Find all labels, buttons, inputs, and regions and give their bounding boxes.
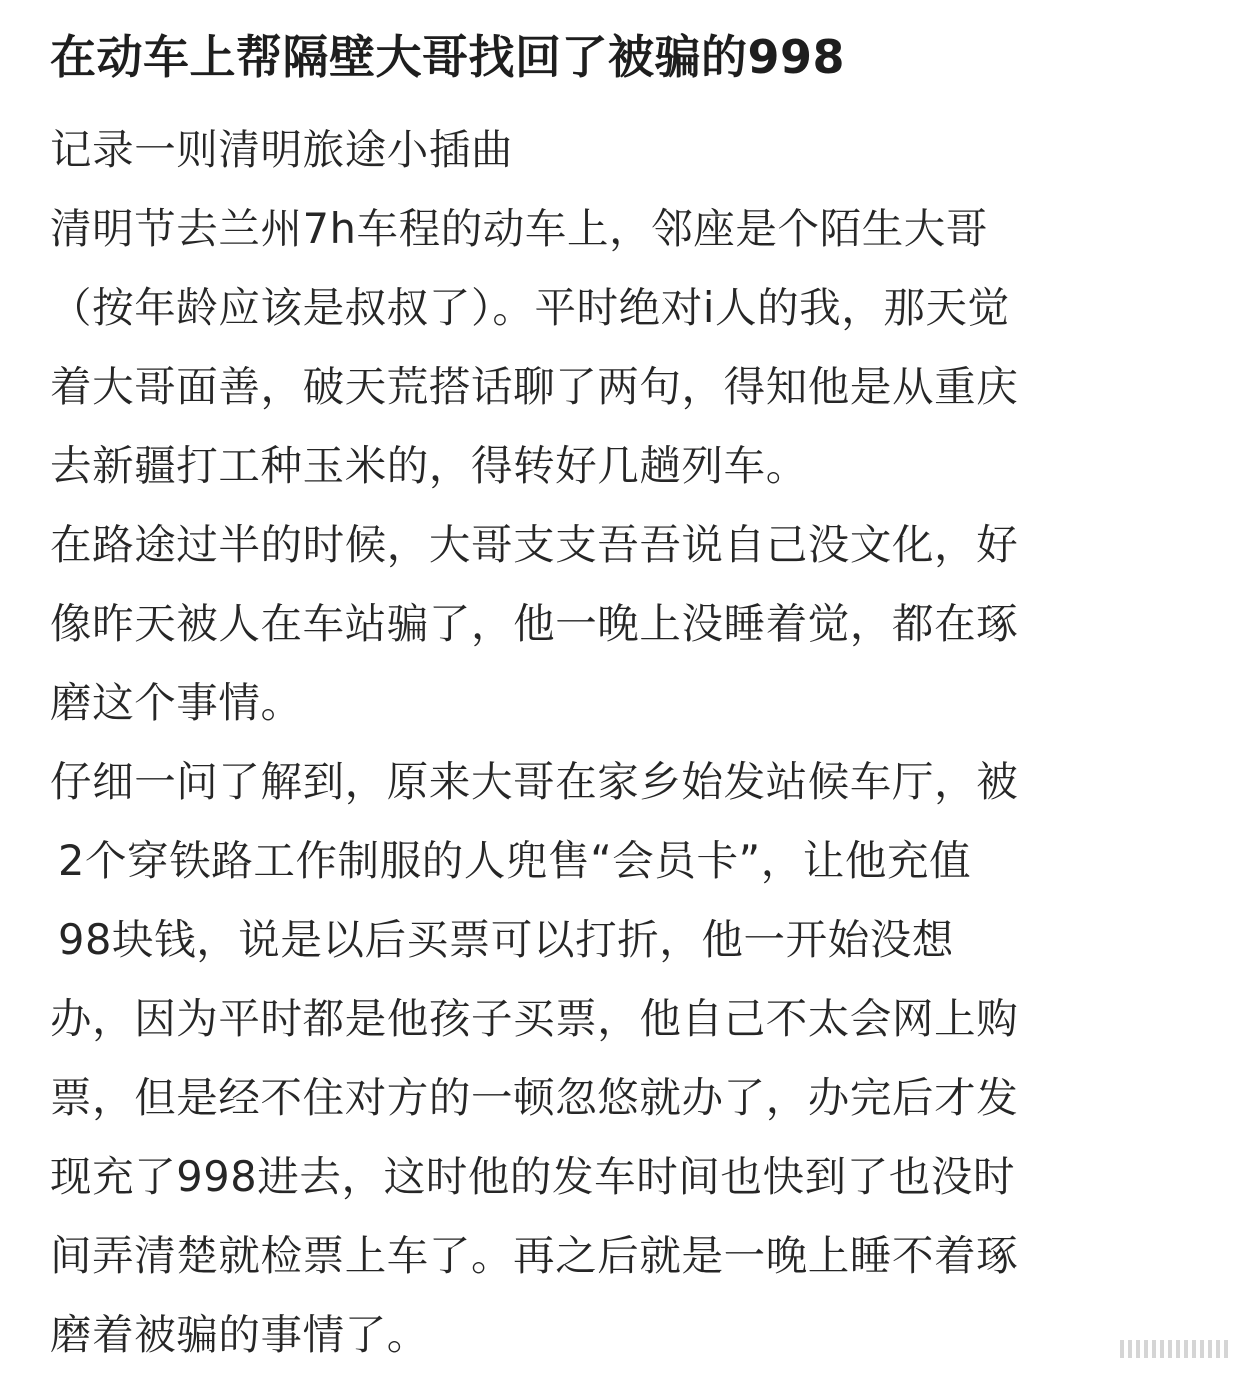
body-line: 仔细一问了解到，原来大哥在家乡始发站候车厅，被: [50, 757, 1019, 806]
body-line: 间弄清楚就检票上车了。再之后就是一晚上睡不着琢: [50, 1231, 1019, 1280]
body-line: 像昨天被人在车站骗了，他一晚上没睡着觉，都在琢: [50, 599, 1019, 648]
body-line: 票，但是经不住对方的一顿忽悠就办了，办完后才发: [50, 1073, 1019, 1122]
body-line: （按年龄应该是叔叔了）。平时绝对i人的我，那天觉: [50, 283, 1010, 332]
body-line: 着大哥面善，破天荒搭话聊了两句，得知他是从重庆: [50, 362, 1019, 411]
body-line: 磨着被骗的事情了。: [50, 1310, 429, 1359]
body-line: 记录一则清明旅途小插曲: [50, 125, 514, 174]
body-line: 磨这个事情。: [50, 678, 303, 727]
post-title: 在动车上帮隔壁大哥找回了被骗的998: [50, 30, 846, 84]
body-line: 在路途过半的时候，大哥支支吾吾说自己没文化，好: [50, 520, 1019, 569]
post-content: [50, 26, 1200, 1374]
body-line: 现充了998进去，这时他的发车时间也快到了也没时: [50, 1152, 1016, 1201]
body-line: 2个穿铁路工作制服的人兜售“会员卡”，让他充值: [58, 836, 972, 885]
post-body: [50, 110, 1200, 1374]
body-line: 办，因为平时都是他孩子买票，他自己不太会网上购: [50, 994, 1019, 1043]
body-line: 去新疆打工种玉米的，得转好几趟列车。: [50, 441, 808, 490]
body-line: 98块钱，说是以后买票可以打折，他一开始没想: [58, 915, 955, 964]
watermark-logo: [1108, 1336, 1228, 1358]
body-line: 清明节去兰州7h车程的动车上，邻座是个陌生大哥: [50, 204, 989, 253]
